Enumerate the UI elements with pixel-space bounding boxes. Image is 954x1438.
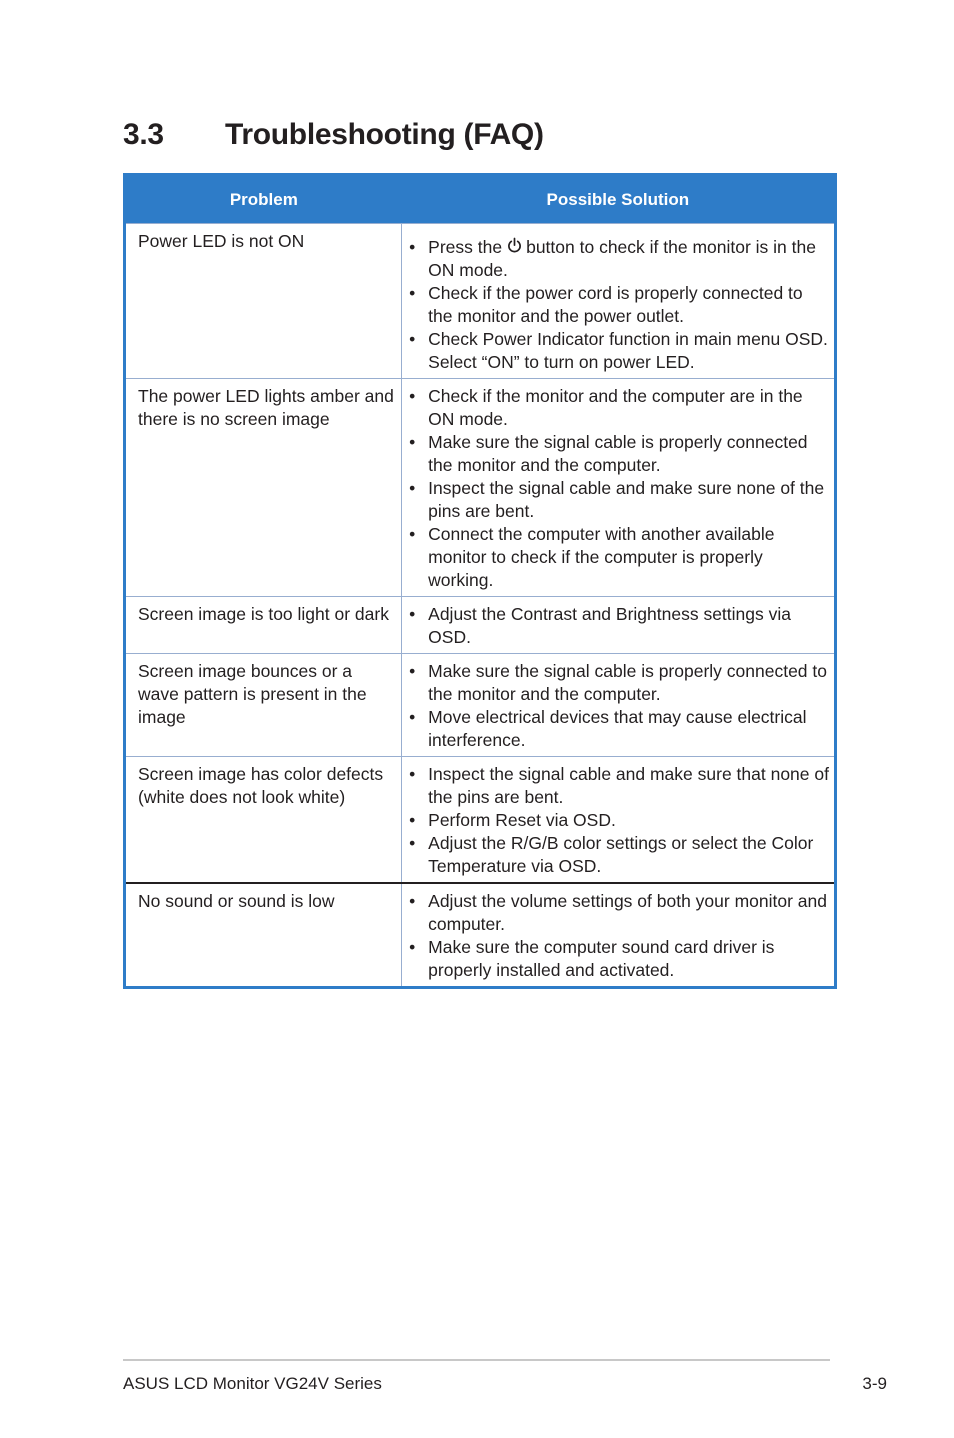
solution-item: • Adjust the R/G/B color settings or select the Color Temperature via OSD. <box>406 832 830 878</box>
problem-cell: Screen image is too light or dark <box>125 597 402 654</box>
table-row <box>125 883 836 988</box>
problem-column-header: Problem <box>125 175 402 224</box>
solution-item: • Check Power Indicator function in main menu OSD. Select “ON” to turn on power LED. <box>406 328 830 374</box>
solution-cell <box>402 224 836 379</box>
footer-product-name: ASUS LCD Monitor VG24V Series <box>123 1374 382 1393</box>
solution-column-header: Possible Solution <box>402 175 836 224</box>
section-number: 3.3 <box>123 118 164 151</box>
table-row <box>125 597 836 654</box>
section-heading <box>123 113 544 157</box>
solution-text-after-icon: button to check if the monitor is in the ON mode. <box>428 237 816 280</box>
solution-list <box>406 236 830 374</box>
solution-item <box>406 236 830 282</box>
table-row <box>125 757 836 884</box>
solution-cell <box>402 757 836 884</box>
solution-cell <box>402 597 836 654</box>
solution-cell <box>402 883 836 988</box>
solution-item: • Make sure the signal cable is properly connected to the monitor and the computer. <box>406 660 830 706</box>
table-row <box>125 654 836 757</box>
solution-list <box>406 763 830 878</box>
problem-cell: The power LED lights amber and there is no screen image <box>125 379 402 597</box>
solution-item: • Check if the power cord is properly connected to the monitor and the power outlet. <box>406 282 830 328</box>
faq-table <box>123 173 837 989</box>
solution-list <box>406 660 830 752</box>
solution-item: • Perform Reset via OSD. <box>406 809 830 832</box>
table-row <box>125 379 836 597</box>
table-header-row <box>125 175 836 224</box>
solution-cell <box>402 654 836 757</box>
solution-item: • Adjust the Contrast and Brightness settings via OSD. <box>406 603 830 649</box>
solution-list <box>406 385 830 592</box>
solution-cell <box>402 379 836 597</box>
table-row <box>125 224 836 379</box>
problem-cell: Power LED is not ON <box>125 224 402 379</box>
solution-item: • Connect the computer with another available monitor to check if the computer is properly working. <box>406 523 830 592</box>
solution-item: • Make sure the signal cable is properly connected the monitor and the computer. <box>406 431 830 477</box>
solution-item: • Make sure the computer sound card driver is properly installed and activated. <box>406 936 830 982</box>
solution-list <box>406 603 830 649</box>
problem-cell: Screen image has color defects (white does not look white) <box>125 757 402 884</box>
power-icon <box>506 237 523 254</box>
footer-divider <box>123 1359 830 1361</box>
solution-item: • Inspect the signal cable and make sure that none of the pins are bent. <box>406 763 830 809</box>
section-title: Troubleshooting (FAQ) <box>225 118 544 151</box>
solution-text-before-icon: Press the <box>428 237 503 257</box>
problem-cell: Screen image bounces or a wave pattern is present in the image <box>125 654 402 757</box>
footer-page-number: 3-9 <box>862 1374 887 1393</box>
solution-item: • Inspect the signal cable and make sure none of the pins are bent. <box>406 477 830 523</box>
solution-item: • Check if the monitor and the computer are in the ON mode. <box>406 385 830 431</box>
problem-cell: No sound or sound is low <box>125 883 402 988</box>
solution-item: • Move electrical devices that may cause electrical interference. <box>406 706 830 752</box>
solution-item: • Adjust the volume settings of both your monitor and computer. <box>406 890 830 936</box>
solution-list <box>406 890 830 982</box>
